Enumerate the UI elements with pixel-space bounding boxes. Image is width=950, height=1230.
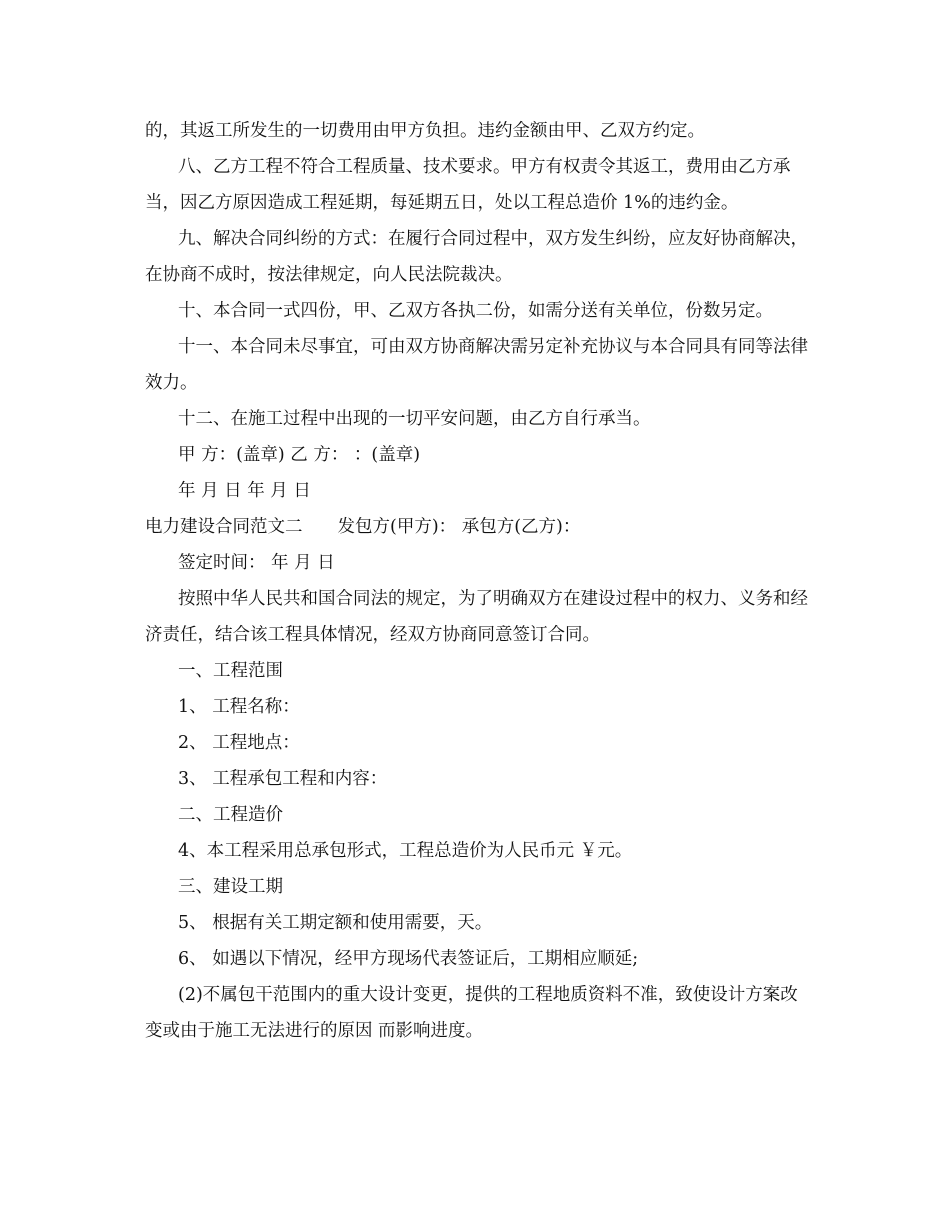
sign-time: 签定时间： 年 月 日	[178, 553, 335, 573]
paragraph-intro: 按照中华人民共和国合同法的规定，为了明确双方在建设过程中的权力、义务和经济责任，结合该工程具体情况，经双方协商同意签订合同。	[145, 589, 808, 645]
paragraph-2: 八、乙方工程不符合工程质量、技术要求。甲方有权责令其返工，费用由乙方承当，因乙方原因造成工程延期，每延期五日，处以工程总造价 1%的违约金。	[145, 157, 791, 213]
document-page	[145, 113, 810, 1049]
heading-schedule: 三、建设工期	[178, 877, 283, 897]
item-total-cost: 4、本工程采用总承包形式，工程总造价为人民币元 ￥元。	[178, 841, 633, 861]
paragraph-6: 十二、在施工过程中出现的一切平安问题，由乙方自行承当。	[178, 409, 651, 429]
date-line: 年 月 日 年 月 日	[178, 481, 311, 501]
paragraph-1: 的，其返工所发生的一切费用由甲方负担。违约金额由甲、乙双方约定。	[145, 121, 705, 141]
paragraph-5: 十一、本合同未尽事宜，可由双方协商解决需另定补充协议与本合同具有同等法律效力。	[145, 337, 808, 393]
heading-scope: 一、工程范围	[178, 661, 283, 681]
item-duration: 5、 根据有关工期定额和使用需要，天。	[178, 913, 493, 933]
item-project-name: 1、 工程名称：	[178, 697, 300, 717]
item-project-location: 2、 工程地点：	[178, 733, 300, 753]
paragraph-4: 十、本合同一式四份，甲、乙双方各执二份，如需分送有关单位，份数另定。	[178, 301, 773, 321]
item-extension: 6、 如遇以下情况，经甲方现场代表签证后，工期相应顺延;	[178, 949, 639, 969]
heading-cost: 二、工程造价	[178, 805, 283, 825]
signature-line: 甲 方：(盖章) 乙 方： ：(盖章)	[178, 445, 421, 465]
section-title: 电力建设合同范文二 发包方(甲方)： 承包方(乙方)：	[145, 517, 581, 537]
item-project-content: 3、 工程承包工程和内容：	[178, 769, 388, 789]
paragraph-3: 九、解决合同纠纷的方式：在履行合同过程中，双方发生纠纷，应友好协商解决，在协商不成时，按法律规定，向人民法院裁决。	[145, 229, 808, 285]
item-design-change: (2)不属包干范围内的重大设计变更，提供的工程地质资料不准，致使设计方案改变或由于施工无法进行的原因 而影响进度。	[145, 985, 798, 1041]
